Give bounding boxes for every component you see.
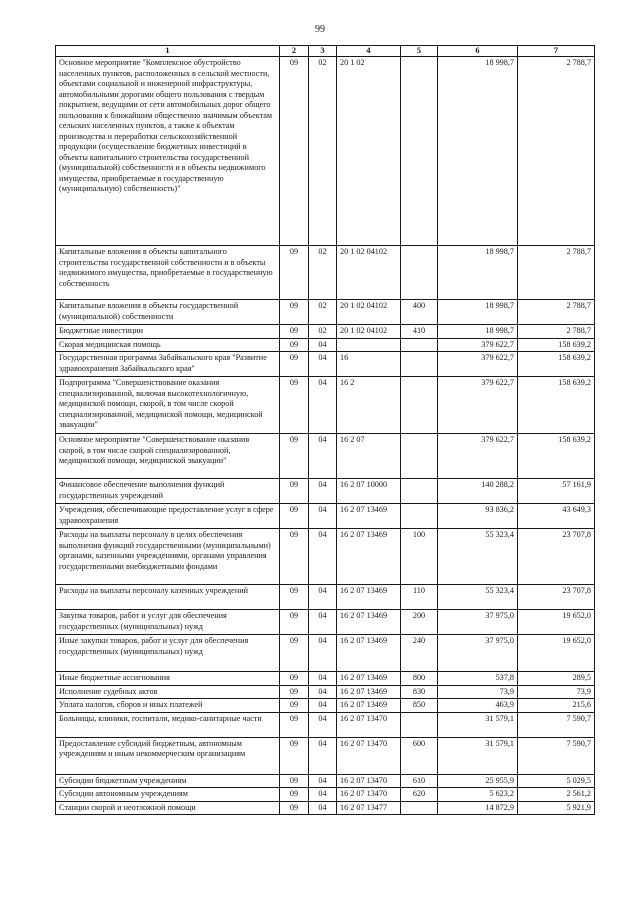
target-article-code: 16 2 07 13470 [337,712,401,737]
expense-type-code: 800 [401,672,438,686]
expense-type-code [401,338,438,352]
table-row [56,610,595,635]
section-code: 09 [280,635,309,672]
expense-type-code [401,801,438,815]
subsection-code: 02 [309,300,337,325]
target-article-code: 16 2 07 13469 [337,699,401,713]
subsection-code: 04 [309,788,337,802]
table-row [56,672,595,686]
amount-column-7: 7 590,7 [518,737,595,774]
amount-column-7: 2 788,7 [518,57,595,246]
subsection-code: 04 [309,774,337,788]
amount-column-6: 93 836,2 [438,504,518,529]
table-row [56,529,595,585]
section-code: 09 [280,529,309,585]
section-code: 09 [280,325,309,339]
amount-column-6: 18 998,7 [438,300,518,325]
expense-type-code: 410 [401,325,438,339]
column-header: 7 [518,46,595,57]
amount-column-7: 2 561,2 [518,788,595,802]
section-code: 09 [280,774,309,788]
expense-type-code: 400 [401,300,438,325]
section-code: 09 [280,57,309,246]
section-code: 09 [280,610,309,635]
subsection-code: 04 [309,585,337,610]
expense-type-code [401,57,438,246]
table-row [56,737,595,774]
expense-type-code: 830 [401,685,438,699]
budget-item-name: Исполнение судебных актов [56,685,280,699]
section-code: 09 [280,801,309,815]
column-header: 6 [438,46,518,57]
amount-column-7: 2 788,7 [518,325,595,339]
subsection-code: 04 [309,685,337,699]
budget-item-name: Расходы на выплаты персоналу в целях обеспечения выполнения функций государственными (муниципальными) органами, казенными учреждениями, органами управления государственными внебюджетными фондами [56,529,280,585]
subsection-code: 04 [309,635,337,672]
amount-column-7: 23 707,8 [518,585,595,610]
target-article-code: 16 2 07 13477 [337,801,401,815]
subsection-code: 04 [309,699,337,713]
subsection-code: 04 [309,434,337,479]
section-code: 09 [280,737,309,774]
amount-column-6: 379 622,7 [438,377,518,434]
table-row [56,635,595,672]
table-row [56,377,595,434]
section-code: 09 [280,300,309,325]
expense-type-code: 100 [401,529,438,585]
amount-column-7: 5 029,5 [518,774,595,788]
section-code: 09 [280,434,309,479]
subsection-code: 04 [309,504,337,529]
amount-column-6: 37 975,0 [438,635,518,672]
amount-column-6: 537,8 [438,672,518,686]
column-header: 4 [337,46,401,57]
amount-column-7: 57 161,9 [518,479,595,504]
section-code: 09 [280,377,309,434]
expense-type-code [401,377,438,434]
subsection-code: 04 [309,712,337,737]
subsection-code: 04 [309,479,337,504]
section-code: 09 [280,585,309,610]
budget-item-name: Уплата налогов, сборов и иных платежей [56,699,280,713]
amount-column-7: 158 639,2 [518,352,595,377]
section-code: 09 [280,338,309,352]
expense-type-code [401,504,438,529]
subsection-code: 04 [309,352,337,377]
budget-item-name: Иные бюджетные ассигнования [56,672,280,686]
budget-item-name: Субсидии бюджетным учреждениям [56,774,280,788]
budget-item-name: Подпрограмма "Совершенствование оказания специализированной, включая высокотехнологичную, медицинской помощи, скорой, в том числе скорой специализированной, медицинской помощи, медицинской эвакуации" [56,377,280,434]
amount-column-6: 25 955,9 [438,774,518,788]
subsection-code: 04 [309,672,337,686]
target-article-code: 16 2 07 13469 [337,504,401,529]
target-article-code: 16 2 07 13469 [337,672,401,686]
budget-item-name: Больницы, клиники, госпитали, медико-санитарные части [56,712,280,737]
section-code: 09 [280,685,309,699]
amount-column-7: 43 649,3 [518,504,595,529]
table-row [56,712,595,737]
budget-item-name: Предоставление субсидий бюджетным, автономным учреждениям и иным некоммерческим организациям [56,737,280,774]
expense-type-code: 850 [401,699,438,713]
amount-column-7: 158 639,2 [518,434,595,479]
budget-item-name: Финансовое обеспечение выполнения функций государственных учреждений [56,479,280,504]
expense-type-code: 600 [401,737,438,774]
target-article-code: 20 1 02 [337,57,401,246]
budget-item-name: Иные закупки товаров, работ и услуг для обеспечения государственных (муниципальных) нужд [56,635,280,672]
section-code: 09 [280,699,309,713]
target-article-code: 16 2 07 13469 [337,635,401,672]
target-article-code: 20 1 02 04102 [337,246,401,300]
amount-column-6: 31 579,1 [438,737,518,774]
table-row [56,699,595,713]
amount-column-7: 289,5 [518,672,595,686]
expense-type-code [401,479,438,504]
subsection-code: 04 [309,338,337,352]
subsection-code: 02 [309,325,337,339]
amount-column-6: 14 872,9 [438,801,518,815]
budget-item-name: Основное мероприятие "Совершенствование оказания скорой, в том числе скорой специализированной, медицинской помощи, медицинской эвакуации" [56,434,280,479]
amount-column-6: 379 622,7 [438,352,518,377]
budget-item-name: Скорая медицинская помощь [56,338,280,352]
column-header: 5 [401,46,438,57]
section-code: 09 [280,246,309,300]
target-article-code: 20 1 02 04102 [337,325,401,339]
target-article-code: 16 2 07 13470 [337,737,401,774]
table-row [56,774,595,788]
amount-column-6: 379 622,7 [438,434,518,479]
column-header: 3 [309,46,337,57]
amount-column-6: 379 622,7 [438,338,518,352]
table-row [56,352,595,377]
amount-column-6: 18 998,7 [438,57,518,246]
amount-column-6: 140 288,2 [438,479,518,504]
target-article-code: 20 1 02 04102 [337,300,401,325]
table-row [56,434,595,479]
table-row [56,300,595,325]
amount-column-7: 215,6 [518,699,595,713]
budget-item-name: Учреждения, обеспечивающие предоставление услуг в сфере здравоохранения [56,504,280,529]
expense-type-code [401,246,438,300]
amount-column-7: 2 788,7 [518,246,595,300]
column-header: 1 [56,46,280,57]
budget-item-name: Станции скорой и неотложной помощи [56,801,280,815]
budget-item-name: Закупка товаров, работ и услуг для обеспечения государственных (муниципальных) нужд [56,610,280,635]
budget-item-name: Капитальные вложения в объекты капитального строительства государственной собственности и в объекты недвижимого имущества, приобретаемые в государственную собственность [56,246,280,300]
table-row [56,685,595,699]
table-header-row [56,46,595,57]
subsection-code: 02 [309,246,337,300]
target-article-code: 16 2 07 13469 [337,610,401,635]
table-row [56,325,595,339]
section-code: 09 [280,479,309,504]
amount-column-6: 55 323,4 [438,585,518,610]
section-code: 09 [280,712,309,737]
amount-column-7: 5 921,9 [518,801,595,815]
subsection-code: 04 [309,377,337,434]
subsection-code: 02 [309,57,337,246]
amount-column-6: 73,9 [438,685,518,699]
section-code: 09 [280,352,309,377]
target-article-code: 16 2 07 13470 [337,774,401,788]
expense-type-code [401,352,438,377]
budget-item-name: Основное мероприятие "Комплексное обустройство населенных пунктов, расположенных в сельской местности, объектами социальной и инженерной инфраструктуры, автомобильными дорогами общего пользования с твердым покрытием, ведущими от сети автомобильных дорог общего пользования к ближайшим общественно значимым объектам сельских населенных пунктов, а также к объектам производства и переработки сельскохозяйственной продукции (осуществление бюджетных инвестиций в объекты капитального строительства государственной (муниципальной) собственности и в объекты недвижимого имущества, приобретаемые в государственную (муниципальную) собственность)" [56,57,280,246]
amount-column-6: 18 998,7 [438,246,518,300]
section-code: 09 [280,504,309,529]
amount-column-7: 19 652,0 [518,635,595,672]
subsection-code: 04 [309,610,337,635]
amount-column-7: 2 788,7 [518,300,595,325]
budget-item-name: Субсидии автономным учреждениям [56,788,280,802]
budget-item-name: Расходы на выплаты персоналу казенных учреждений [56,585,280,610]
expense-type-code: 610 [401,774,438,788]
target-article-code: 16 2 07 13469 [337,529,401,585]
subsection-code: 04 [309,529,337,585]
page-number: 99 [315,24,325,35]
expense-type-code [401,712,438,737]
target-article-code: 16 [337,352,401,377]
expense-type-code: 110 [401,585,438,610]
amount-column-7: 7 590,7 [518,712,595,737]
budget-item-name: Капитальные вложения в объекты государственной (муниципальной) собственности [56,300,280,325]
amount-column-7: 73,9 [518,685,595,699]
subsection-code: 04 [309,801,337,815]
expense-type-code: 240 [401,635,438,672]
table-row [56,585,595,610]
section-code: 09 [280,788,309,802]
amount-column-6: 31 579,1 [438,712,518,737]
table-row [56,801,595,815]
table-row [56,504,595,529]
table-row [56,338,595,352]
target-article-code: 16 2 07 13470 [337,788,401,802]
budget-table [55,45,595,815]
amount-column-7: 23 707,8 [518,529,595,585]
target-article-code: 16 2 07 13469 [337,685,401,699]
amount-column-6: 463,9 [438,699,518,713]
budget-item-name: Государственная программа Забайкальского края "Развитие здравоохранения Забайкальского края" [56,352,280,377]
amount-column-6: 5 623,2 [438,788,518,802]
expense-type-code: 620 [401,788,438,802]
target-article-code: 16 2 07 13469 [337,585,401,610]
table-row [56,788,595,802]
amount-column-7: 158 639,2 [518,377,595,434]
expense-type-code: 200 [401,610,438,635]
table-row [56,246,595,300]
amount-column-6: 18 998,7 [438,325,518,339]
expense-type-code [401,434,438,479]
budget-item-name: Бюджетные инвестиции [56,325,280,339]
subsection-code: 04 [309,737,337,774]
amount-column-6: 37 975,0 [438,610,518,635]
table-row [56,57,595,246]
section-code: 09 [280,672,309,686]
target-article-code: 16 2 [337,377,401,434]
table-row [56,479,595,504]
amount-column-7: 19 652,0 [518,610,595,635]
amount-column-6: 55 323,4 [438,529,518,585]
amount-column-7: 158 639,2 [518,338,595,352]
target-article-code: 16 2 07 [337,434,401,479]
column-header: 2 [280,46,309,57]
target-article-code [337,338,401,352]
target-article-code: 16 2 07 10000 [337,479,401,504]
